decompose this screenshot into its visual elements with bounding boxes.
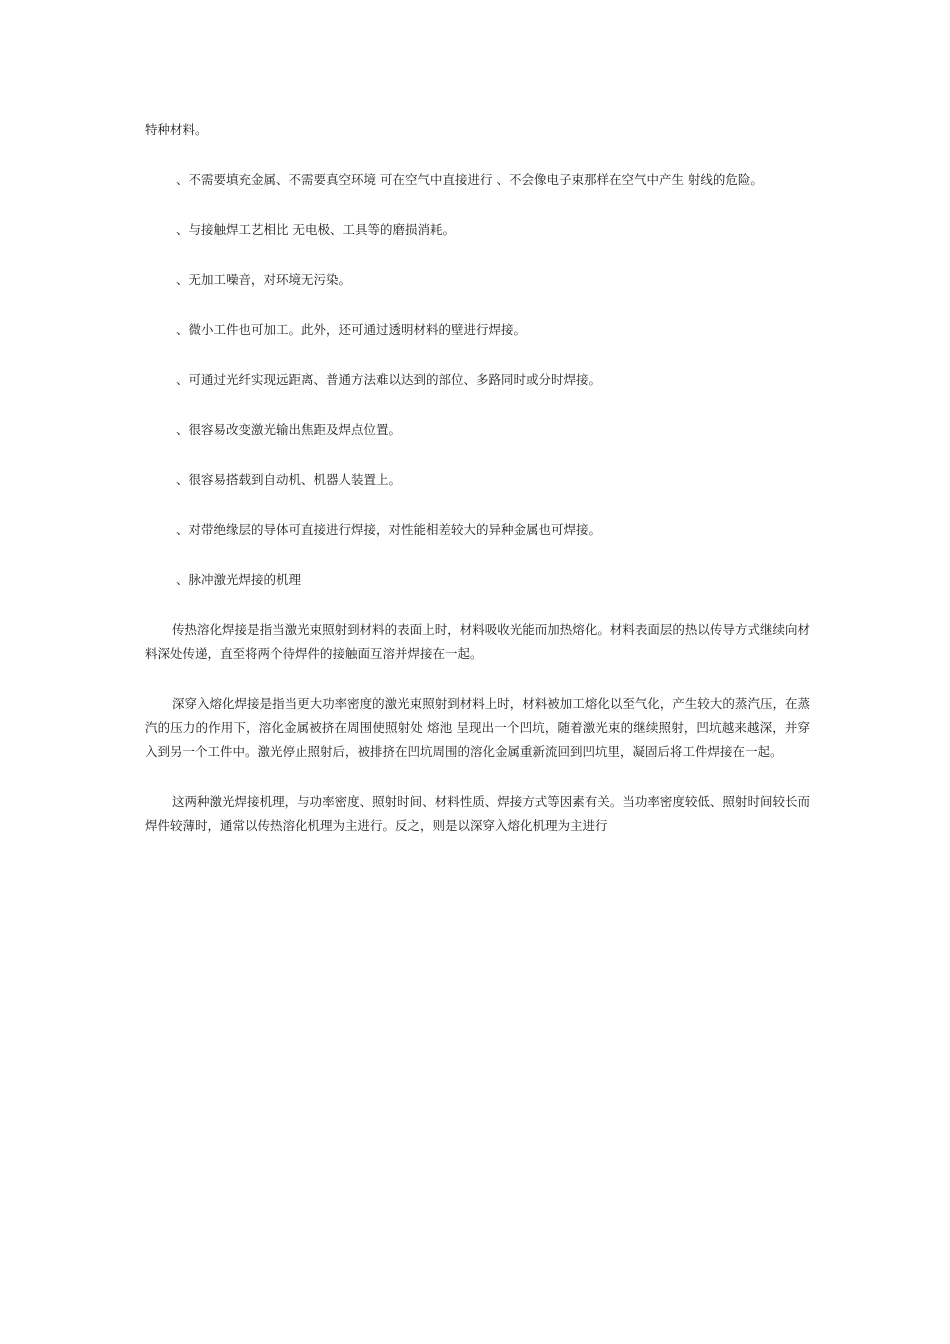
document-body	[145, 118, 810, 838]
body-paragraph: 传热溶化焊接是指当激光束照射到材料的表面上时，材料吸收光能而加热熔化。材料表面层的热以传导方式继续向材料深处传递，直至将两个待焊件的接触面互溶并焊接在一起。	[145, 622, 810, 661]
list-item-advantage: 、很容易搭载到自动机、机器人装置上。	[176, 472, 402, 487]
list-item-advantage: 、微小工件也可加工。此外，还可通过透明材料的壁进行焊接。	[176, 322, 527, 337]
paragraph-intro: 特种材料。	[145, 122, 208, 137]
body-paragraph: 这两种激光焊接机理，与功率密度、照射时间、材料性质、焊接方式等因素有关。当功率密度较低、照射时间较长而焊件较薄时，通常以传热溶化机理为主进行。反之，则是以深穿入熔化机理为主进行	[145, 794, 810, 833]
list-item-advantage: 、可通过光纤实现远距离、普通方法难以达到的部位、多路同时或分时焊接。	[176, 372, 602, 387]
list-item-advantage: 、与接触焊工艺相比 无电极、工具等的磨损消耗。	[176, 222, 455, 237]
section-heading: 、脉冲激光焊接的机理	[176, 572, 302, 587]
body-paragraph: 深穿入熔化焊接是指当更大功率密度的激光束照射到材料上时，材料被加工熔化以至气化，产生较大的蒸汽压，在蒸汽的压力的作用下，溶化金属被挤在周围使照射处 熔池 呈现出一个凹坑，随着激光束的继续照射，凹坑越来越深，并穿入到另一个工件中。激光停止照射后，被排挤在凹坑周围的溶化金属重新流回到凹坑里，凝固后将工件焊接在一起。	[145, 696, 810, 759]
list-item-advantage: 、不需要填充金属、不需要真空环境 可在空气中直接进行 、不会像电子束那样在空气中产生 射线的危险。	[176, 172, 763, 187]
list-item-advantage: 、无加工噪音，对环境无污染。	[176, 272, 352, 287]
list-item-advantage: 、对带绝缘层的导体可直接进行焊接，对性能相差较大的异种金属也可焊接。	[176, 522, 602, 537]
list-item-advantage: 、很容易改变激光输出焦距及焊点位置。	[176, 422, 402, 437]
